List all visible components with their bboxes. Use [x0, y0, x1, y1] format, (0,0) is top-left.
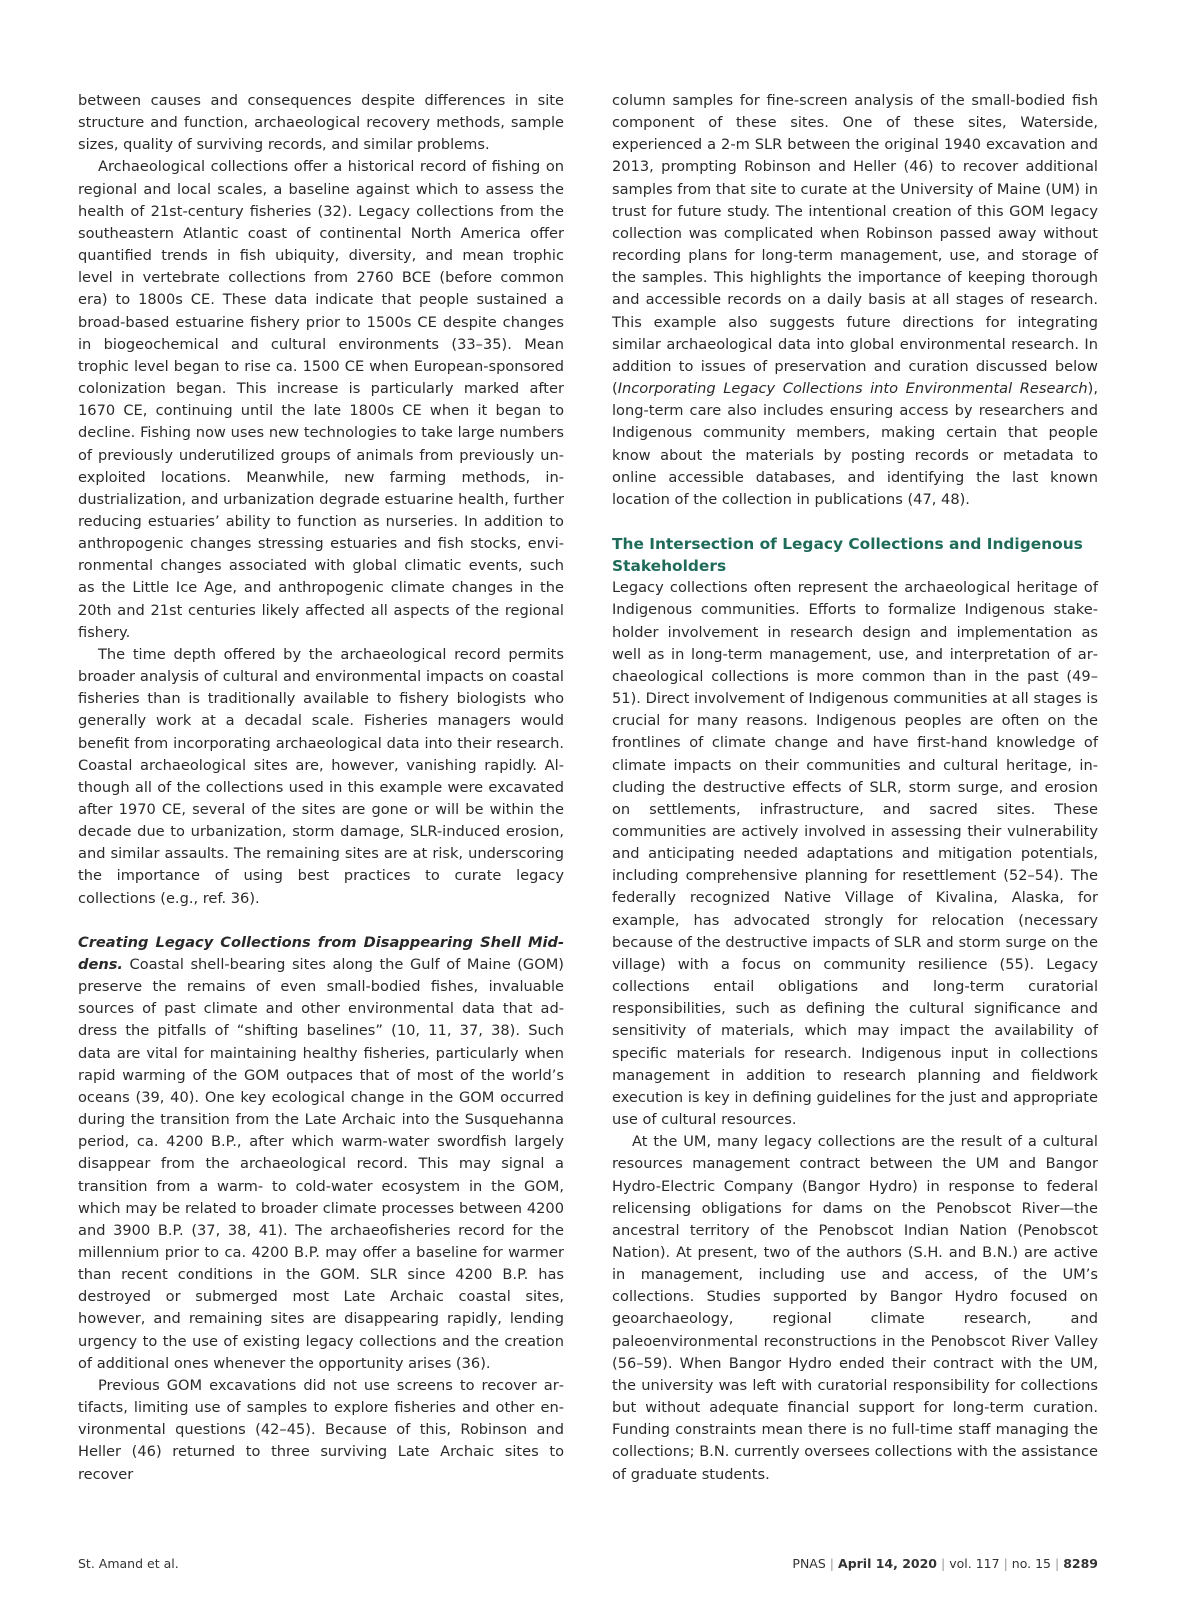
paragraph-gap — [612, 511, 1098, 533]
paragraph-gap — [78, 910, 564, 932]
subsection-runin-heading: Creating Legacy Collections from Disappearing Shell Middens. — [78, 933, 564, 973]
paragraph-text: ), long-term care also includes ensuring access by researchers and Indigenous community members, making certain that people know about the materials by posting records or metadata to online accessible databases, and identifying the last known location of the collection in publications (47, 48). — [612, 380, 1098, 508]
section-heading: The Intersection of Legacy Collections and Indigenous Stakeholders — [612, 534, 1083, 576]
footer-journal: PNAS — [792, 1556, 826, 1571]
right-column — [612, 90, 1098, 1486]
footer-page-number: 8289 — [1063, 1556, 1098, 1571]
footer-issue: no. 15 — [1011, 1556, 1051, 1571]
footer-date: April 14, 2020 — [838, 1556, 938, 1571]
footer-authors: St. Amand et al. — [78, 1556, 179, 1571]
paragraph: between causes and consequences despite differences in site structure and function, archaeological recovery methods, sample sizes, quality of surviving records, and similar problems. — [78, 92, 564, 154]
paragraph: Archaeological collections offer a historical record of fishing on regional and local scales, a baseline against which to assess the health of 21st-century fisheries (32). Legacy collections from the southeastern Atlantic coast of continental North America offer quantified trends in fish ubiquity, diversity, and mean trophic level in vertebrate collections from 2760 BCE (before common era) to 1800s CE. These data indicate that people sustained a broad-based estuarine fishery prior to 1500s CE despite changes in biogeochemical and cultural environments (33–35). Mean trophic level began to rise ca. 1500 CE when European-sponsored colonization began. This increase is particularly marked after 1670 CE, continuing until the late 1800s CE when it began to decline. Fishing now uses new technologies to take large numbers of previously underutilized groups of animals from previously unexploited locations. Meanwhile, new farming methods, industrialization, and urbanization degrade estuarine health, further reducing estuaries’ ability to function as nurseries. In addition to anthropogenic changes stressing estuaries and fish stocks, environmental changes associated with global climatic events, such as the Little Ice Age, and anthropogenic climate changes in the 20th and 21st centuries likely affected all aspects of the regional fishery. — [78, 158, 564, 641]
paragraph: Previous GOM excavations did not use screens to recover artifacts, limiting use of samples to explore fisheries and other environmental questions (42–45). Because of this, Robinson and Heller (46) returned to three surviving Late Archaic sites to recover — [78, 1376, 564, 1483]
paragraph-text: column samples for fine-screen analysis of the small-bodied fish component of these sites. One of these sites, Waterside, experienced a 2-m SLR between the original 1940 excavation and 2013, prompting Robinson and Heller (46) to recover additional samples from that site to curate at the University of Maine (UM) in trust for future study. The intentional creation of this GOM legacy collection was complicated when Robinson passed away without recording plans for long-term management, use, and storage of the samples. This highlights the importance of keeping thorough and accessible records on a daily basis at all stages of research. This example also suggests future directions for integrating similar archaeological data into global environmental research. In addition to issues of preservation and curation discussed below ( — [612, 92, 1098, 398]
paragraph: The time depth offered by the archaeological record permits broader analysis of cultural and environmental impacts on coastal fisheries than is traditionally available to fishery biologists who generally work at a decadal scale. Fisheries managers would benefit from incorporating archaeological data into their research. Coastal archaeological sites are, however, vanishing rapidly. Although all of the collections used in this example were excavated after 1970 CE, several of the sites are gone or will be within the decade due to urbanization, storm damage, SLR-induced erosion, and similar assaults. The remaining sites are at risk, underscoring the importance of using best practices to curate legacy collections (e.g., ref. 36). — [78, 645, 564, 907]
left-column — [78, 90, 564, 1486]
subsection-paragraph — [78, 932, 564, 1375]
paragraph — [612, 90, 1098, 511]
paragraph: At the UM, many legacy collections are the result of a cultural resources management contract between the UM and Bangor Hydro-Electric Company (Bangor Hydro) in response to federal relicensing obligations for dams on the Penobscot River—the ancestral territory of the Penobscot Indian Nation (Penobscot Nation). At present, two of the authors (S.H. and B.N.) are active in management, including use and access, of the UM’s collections. Studies supported by Bangor Hydro focused on geoarchaeology, regional climate research, and paleoenvironmental reconstructions in the Penobscot River Valley (56–59). When Bangor Hydro ended their contract with the UM, the university was left with curatorial responsibility for collections but without adequate financial support for long-term curation. Funding constraints mean there is no full-time staff managing the collections; B.N. currently oversees collections with the assistance of graduate students. — [612, 1133, 1098, 1483]
paragraph-text: Coastal shell-bearing sites along the Gulf of Maine (GOM) preserve the remains of even small-bodied fishes, invaluable sources of past climate and other environmental data that address the pitfalls of “shifting baselines” (10, 11, 37, 38). Such data are vital for maintaining healthy fisheries, particularly when rapid warming of the GOM outpaces that of most of the world’s oceans (39, 40). One key ecological change in the GOM occurred during the transition from the Late Archaic into the Susquehanna period, ca. 4200 B.P., after which warm-water swordfish largely disappear from the archaeological record. This may signal a transition from a warm- to cold-water ecosystem in the GOM, which may be related to broader climate processes between 4200 and 3900 B.P. (37, 38, 41). The archaeofisheries record for the millennium prior to ca. 4200 B.P. may offer a baseline for warmer than recent conditions in the GOM. SLR since 4200 B.P. has destroyed or submerged most Late Archaic coastal sites, however, and remaining sites are disappearing rapidly, lending urgency to the use of existing legacy collections and the creation of additional ones whenever the opportunity arises (36). — [78, 955, 564, 1372]
footer-volume: vol. 117 — [949, 1556, 1000, 1571]
section-reference: Incorporating Legacy Collections into Environmental Research — [617, 380, 1088, 398]
paragraph: Legacy collections often represent the archaeological heritage of Indigenous communities. Efforts to formalize Indigenous stakeholder involvement in research design and implementation as well as in long-term management, use, and interpretation of archaeological collections is more common than in the past (49–51). Direct involvement of Indigenous communities at all stages is crucial for many reasons. Indigenous peoples are often on the frontlines of climate change and have first-hand knowledge of climate impacts on their communities and cultural heritage, including the destructive effects of SLR, storm surge, and erosion on settlements, infrastructure, and sacred sites. These communities are actively involved in assessing their vulnerability and anticipating needed adaptations and mitigation potentials, including comprehensive planning for resettlement (52–54). The federally recognized Native Village of Kivalina, Alaska, for example, has advocated strongly for relocation (necessary because of the destructive impacts of SLR and storm surge on the village) with a focus on community resilience (55). Legacy collections entail obligations and long-term curatorial responsibilities, such as defining the cultural significance and sensitivity of materials, which may impact the availability of specific materials for research. Indigenous input in collections management in addition to research planning and fieldwork execution is key in defining guidelines for the just and appropriate use of cultural resources. — [612, 579, 1098, 1129]
footer-citation: PNAS | April 14, 2020 | vol. 117 | no. 15 | 8289 — [792, 1556, 1098, 1571]
